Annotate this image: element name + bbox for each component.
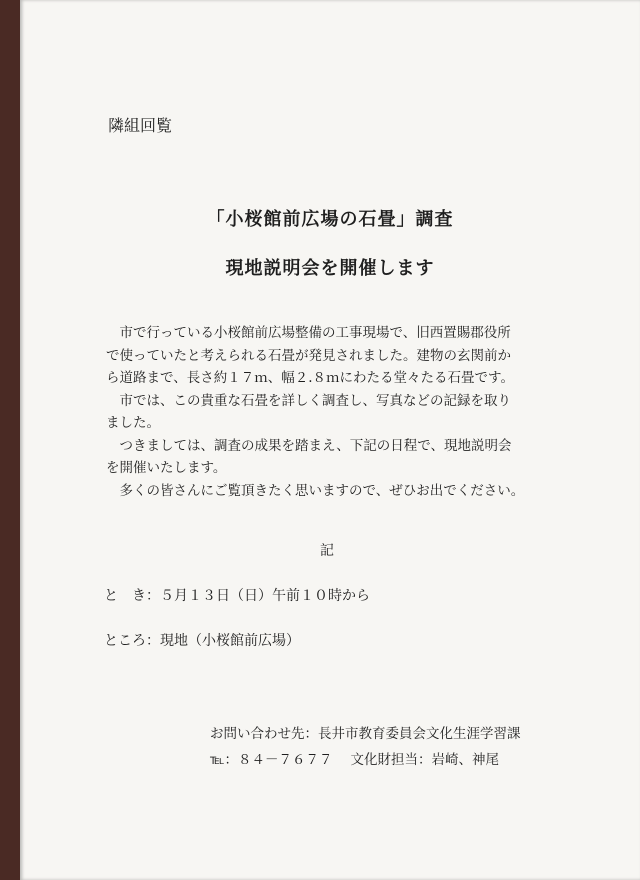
notice-mark: 記: [320, 543, 334, 559]
document-subtitle: 現地説明会を開催します: [225, 258, 435, 279]
body-text: [106, 322, 566, 502]
document-title: 「小桜館前広場の石畳」調査: [206, 209, 454, 230]
contact-phone-line: [210, 748, 499, 768]
schedule-when: と き：５月１３日（日）午前１０時から: [104, 588, 370, 604]
body-line: ました。: [106, 415, 160, 431]
paper-sheet: [20, 0, 640, 880]
body-line: ら道路まで、長さ約１７ｍ、幅２.８ｍにわたる堂々たる石畳です。: [106, 370, 514, 386]
body-line: つきましては、調査の成果を踏まえ、下記の日程で、現地説明会: [106, 437, 512, 454]
body-line: で使っていたと考えられる石畳が発見されました。建物の玄関前か: [106, 347, 511, 364]
schedule-where: ところ：現地（小桜館前広場）: [104, 633, 300, 649]
circular-label: 隣組回覧: [108, 116, 173, 135]
contact-tel: ℡：８４－７６７７: [210, 752, 333, 768]
body-line: 多くの皆さんにご覧頂きたく思いますので、ぜひお出でください。: [106, 482, 525, 499]
body-line: を開催いたします。: [106, 460, 227, 476]
body-line: 市では、この貴重な石畳を詳しく調査し、写真などの記録を取り: [106, 392, 511, 409]
contact-info: お問い合わせ先：長井市教育委員会文化生涯学習課: [210, 726, 521, 742]
contact-staff: 文化財担当：岩崎、神尾: [350, 752, 500, 768]
body-line: 市で行っている小桜館前広場整備の工事現場で、旧西置賜郡役所: [106, 325, 511, 341]
